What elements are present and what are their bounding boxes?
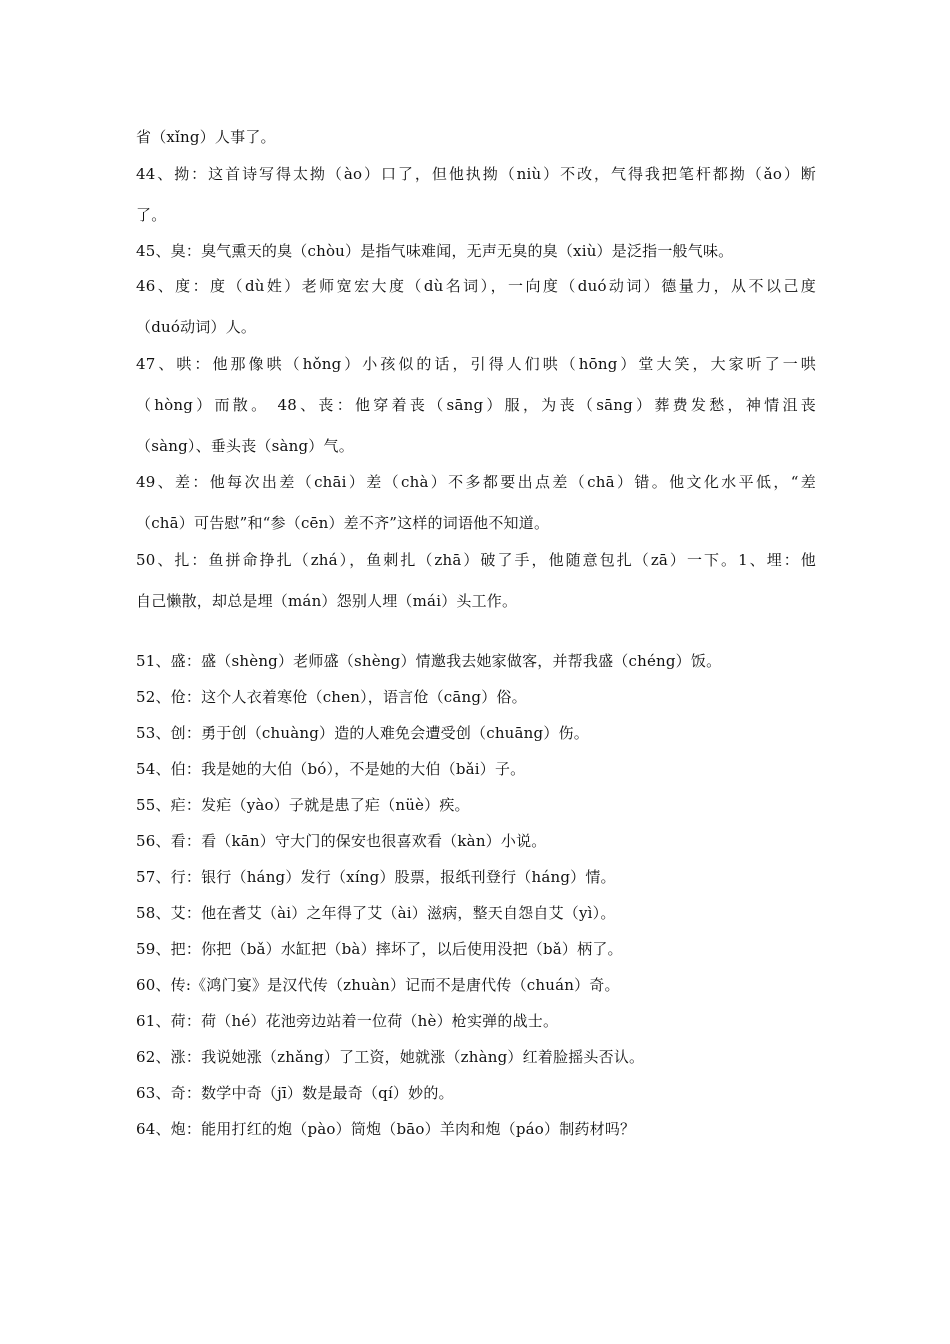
entry-51-line: 51、盛：盛（shèng）老师盛（shèng）情邀我去她家做客，并帮我盛（chéng）饭。 [136,652,722,670]
entry-53-line: 53、创：勇于创（chuàng）造的人难免会遭受创（chuāng）伤。 [136,724,589,742]
entry-44-line: 44、拗：这首诗写得太拗（ào）口了，但他执拗（niù）不改，气得我把笔杆都拗（ǎo）断 [136,165,816,183]
entry-45-line: 45、臭：臭气熏天的臭（chòu）是指气味难闻，无声无臭的臭（xiù）是泛指一般气味。 [136,242,734,260]
entry-64-line: 64、炮：能用打红的炮（pào）筒炮（bāo）羊肉和炮（páo）制药材吗？ [136,1120,636,1138]
entry-46-line: 46、度：度（dù姓）老师宽宏大度（dù名词），一向度（duó动词）德量力，从不以己度 [136,277,816,295]
text-line: （sàng）、垂头丧（sàng）气。 [136,437,354,455]
text-line: 省（xǐng）人事了。 [136,128,276,146]
entry-55-line: 55、疟：发疟（yào）子就是患了疟（nüè）疾。 [136,796,470,814]
entry-47-line: 47、哄：他那像哄（hǒng）小孩似的话，引得人们哄（hōng）堂大笑，大家听了一哄 [136,355,816,373]
entry-57-line: 57、行：银行（háng）发行（xíng）股票，报纸刊登行（háng）情。 [136,868,616,886]
entry-61-line: 61、荷：荷（hé）花池旁边站着一位荷（hè）枪实弹的战士。 [136,1012,559,1030]
entry-56-line: 56、看：看（kān）守大门的保安也很喜欢看（kàn）小说。 [136,832,547,850]
entry-63-line: 63、奇：数学中奇（jī）数是最奇（qí）妙的。 [136,1084,454,1102]
entry-54-line: 54、伯：我是她的大伯（bó），不是她的大伯（bǎi）子。 [136,760,526,778]
entry-59-line: 59、把：你把（bǎ）水缸把（bà）摔坏了，以后使用没把（bǎ）柄了。 [136,940,623,958]
text-line: （chā）可告慰”和“参（cēn）差不齐”这样的词语他不知道。 [136,514,550,532]
text-line: （duó动词）人。 [136,318,257,336]
entry-52-line: 52、伧：这个人衣着寒伧（chen），语言伧（cāng）俗。 [136,688,527,706]
entry-60-line: 60、传:《鸿门宴》是汉代传（zhuàn）记而不是唐代传（chuán）奇。 [136,976,620,994]
entry-49-line: 49、差：他每次出差（chāi）差（chà）不多都要出点差（chā）错。他文化水平低，“差 [136,473,816,491]
entry-62-line: 62、涨：我说她涨（zhǎng）了工资，她就涨（zhàng）红着脸摇头否认。 [136,1048,645,1066]
entry-50-line: 50、扎：鱼拼命挣扎（zhá），鱼刺扎（zhā）破了手，他随意包扎（zā）一下。1、埋：他 [136,551,816,569]
text-line: 了。 [136,206,167,224]
entry-58-line: 58、艾：他在耆艾（ài）之年得了艾（ài）滋病，整天自怨自艾（yì）。 [136,904,616,922]
entry-48-line: （hòng）而散。 48、丧：他穿着丧（sāng）服，为丧（sāng）葬费发愁，神情沮丧 [136,396,816,414]
text-line: 自己懒散，却总是埋（mán）怨别人埋（mái）头工作。 [136,592,518,610]
